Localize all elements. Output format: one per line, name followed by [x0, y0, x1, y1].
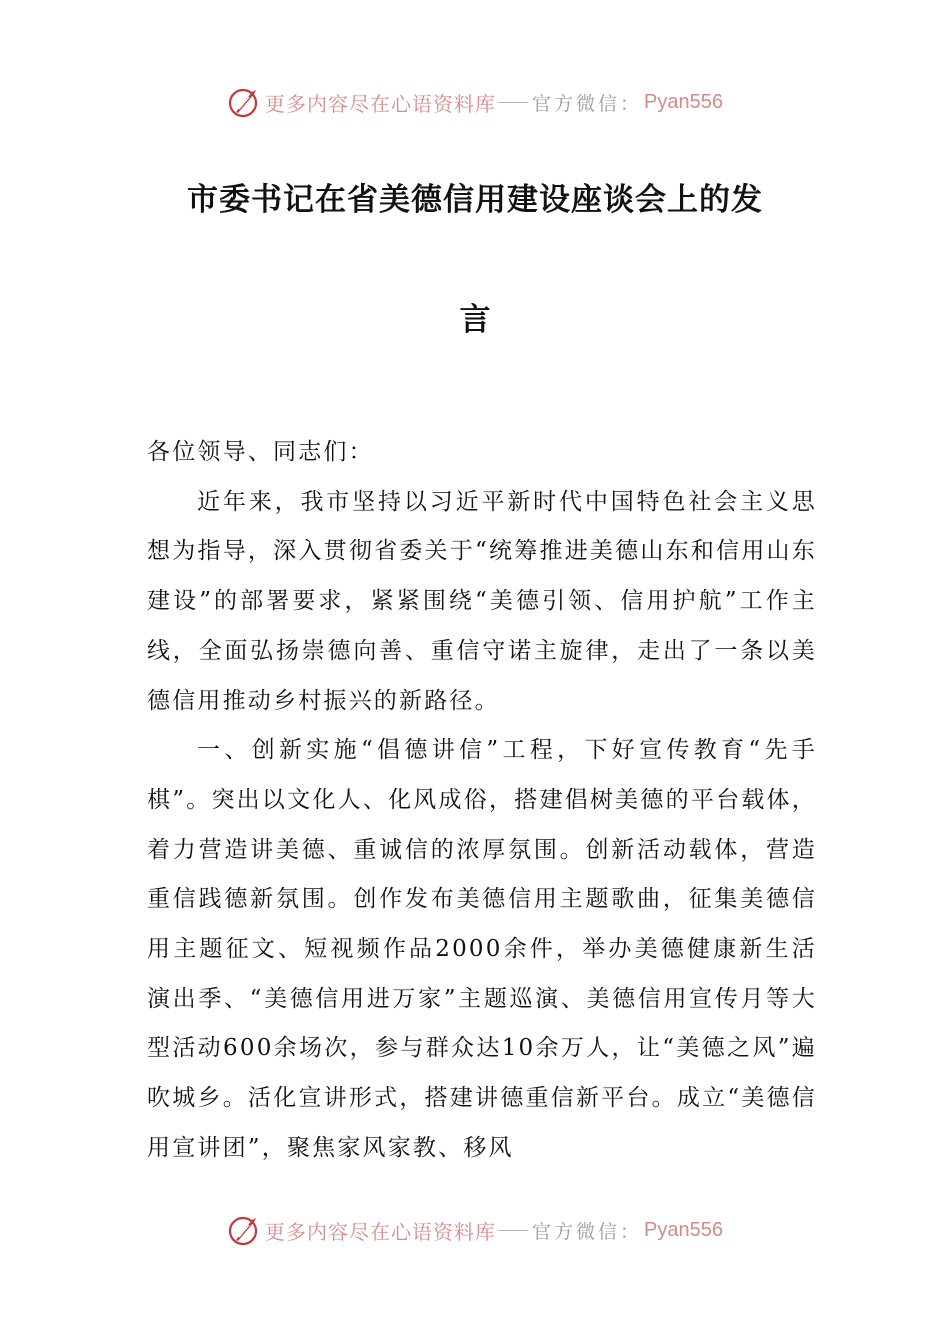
banner-text: 更多内容尽在心语资料库: [265, 1219, 496, 1244]
banner-dash: [498, 102, 528, 103]
document-title-line-1: 市委书记在省美德信用建设座谈会上的发: [187, 182, 763, 218]
paragraph: 近年来，我市坚持以习近平新时代中国特色社会主义思想为指导，深入贯彻省委关于“统筹推进美德山东和信用山东建设”的部署要求，紧紧围绕“美德引领、信用护航”工作主线，全面弘扬崇德向善、重信守诺主旋律，走出了一条以美德信用推动乡村振兴的新路径。: [147, 488, 817, 714]
salutation: 各位领导、同志们：: [147, 439, 374, 465]
banner-text: 更多内容尽在心语资料库: [265, 91, 496, 116]
banner-contact-label: 官方微信：: [532, 1220, 643, 1243]
banner-contact-label: 官方微信：: [532, 92, 643, 115]
banner-contact-id: Pyan556: [644, 1218, 723, 1241]
banner-dash: [498, 1230, 528, 1231]
paragraph: 一、创新实施“倡德讲信”工程，下好宣传教育“先手棋”。突出以文化人、化风成俗，搭建倡树美德的平台载体，着力营造讲美德、重诚信的浓厚氛围。创新活动载体，营造重信践德新氛围。创作发布美德信用主题歌曲，征集美德信用主题征文、短视频作品2000余件，举办美德健康新生活演出季、“美德信用进万家”主题巡演、美德信用宣传月等大型活动600余场次，参与群众达10余万人，让“美德之风”遍吹城乡。活化宣讲形式，搭建讲德重信新平台。成立“美德信用宣讲团”，聚焦家风家教、移风: [147, 737, 817, 1161]
document-title-line-2: 言: [459, 302, 491, 338]
document-body: [147, 428, 817, 1174]
header-watermark-banner: [0, 82, 950, 122]
footer-watermark-banner: [0, 1210, 950, 1250]
quill-pen-logo-icon: [227, 85, 261, 119]
quill-pen-logo-icon: [227, 1213, 261, 1247]
banner-contact-id: Pyan556: [644, 90, 723, 113]
